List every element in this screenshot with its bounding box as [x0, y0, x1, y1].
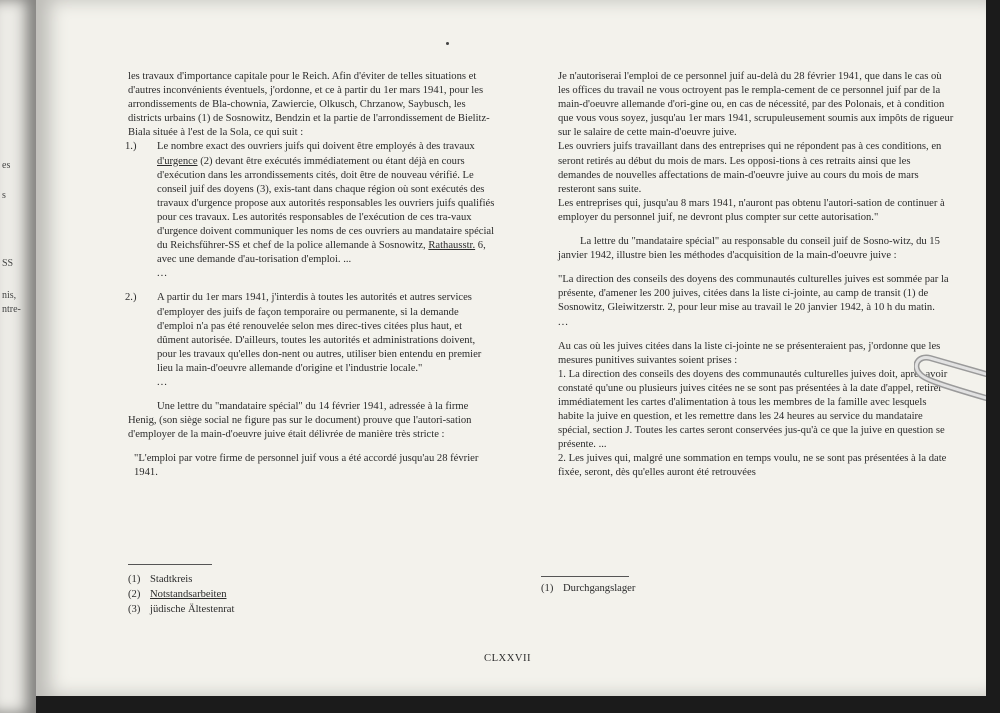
prev-page-fragment: s [2, 190, 6, 201]
page-number: CLXXVII [484, 653, 532, 664]
item-number: 1.) [125, 141, 137, 153]
numbered-item-2 [125, 291, 496, 390]
footnote [541, 581, 635, 596]
right-column [558, 70, 954, 481]
prev-page-fragment: SS [2, 258, 14, 269]
footnote-number: (1) [128, 574, 141, 585]
ellipsis: ... [157, 268, 168, 280]
prev-page-fragment: nis, [2, 290, 17, 301]
ellipsis: ... [558, 316, 569, 328]
footnote-number: (1) [541, 583, 554, 594]
item1-street-name: Rathausstr. [428, 240, 476, 252]
quotation-list-item: 1. La direction des conseils des doyens des communautés culturelles juives doit, après avoir constaté qu'une ou plusieurs juives citées ne se sont pas présentées à la date d'appel, retirer immédiatement les cartes d'alimentation à tous les membres de la famille avec lesquels habite la juive en question, et les remettre dans les 24 heures au service du mandataire spécial, section J. Toutes les cartes seront conservées jus-qu'à ce que la juive en question se présente. ... [558, 368, 948, 451]
intro-paragraph: les travaux d'importance capitale pour le Reich. Afin d'éviter de telles situations et d'autres inconvénients éventuels, j'ordonne, et ce à partir du 1er mars 1941, pour les arrondissements de Bla-chownia, Zawiercie, Olkusch, Chrzanow, Saybusch, les districts urbains (1) de Sosnowitz, Bendzin et la partie de l'arrondissement de Bielitz-Biala située à l'est de la Sola, ce qui suit : [128, 71, 490, 139]
prev-page-fragment: es [2, 160, 11, 171]
document-page [36, 0, 986, 696]
paper-clip-icon [914, 352, 986, 404]
body-paragraph: La lettre du "mandataire spécial" au responsable du conseil juif de Sosno-witz, du 15 janvier 1942, illustre bien les méthodes d'acquisition de la main-d'oeuvre juive : [558, 236, 940, 262]
item1-text-a: Le nombre exact des ouvriers juifs qui doivent être employés à des travaux [157, 141, 475, 153]
quotation: "La direction des conseils des doyens des communautés culturelles juives est sommée par la présente, d'amener les 200 juives, citées dans la liste ci-jointe, au camp de transit (1) de Sosnowitz, Gleiwitzerstr. 2, pour leur mise au travail le 20 janvier 1942, à 10 h du matin. [558, 274, 949, 314]
footnote-number: (3) [128, 604, 141, 615]
item1-text-b: (2) devant être exécutés immédiatement ou étant déjà en cours d'exécution dans les arrondissements cités, doit être de nouveau vérifié. Le conseil juif des doyens (3), exis-tant dans chaque région où sont exécutés des travaux d'urgence propose aux autorités responsables les ouvriers juifs qualifiés pour ces travaux. Les autorités responsables de l'exécution de ces tra-vaux d'urgence doivent communiquer les noms de ces ouvriers au mandataire spécial du Reichsführer-SS et chef de la police allemande à Sosnowitz, [157, 155, 495, 252]
footnote [128, 602, 234, 617]
footnote-text: jüdische Ältestenrat [150, 604, 235, 615]
ellipsis: ... [157, 376, 168, 388]
quotation: Au cas où les juives citées dans la liste ci-jointe ne se présenteraient pas, j'ordonne que les mesures punitives suivantes soient prises : [558, 340, 941, 366]
quotation-continued: Les ouvriers juifs travaillant dans des entreprises qui ne répondent pas à ces conditions, en seront retirés au début du mois de mars. Les opposi-tions à ces retraits ainsi que les demandes de nouvelles affectations de main-d'oeuvre juive au cours du mois de mars resteront sans suite. [558, 141, 942, 195]
left-column [125, 70, 496, 481]
footnote-rule [541, 576, 629, 577]
footnote-rule [128, 564, 212, 565]
ink-speck [446, 42, 449, 45]
footnote-text: Durchgangslager [563, 583, 636, 594]
footnote-number: (2) [128, 589, 141, 600]
numbered-item-1 [125, 140, 496, 281]
item1-text-c: 6, avec une demande d'au-torisation d'emploi. ... [157, 240, 486, 266]
footnote [128, 572, 234, 587]
prev-page-fragment: ntre- [2, 304, 21, 315]
previous-page-edge [0, 0, 36, 713]
quotation-continued: Je n'autoriserai l'emploi de ce personnel juif au-delà du 28 février 1941, que dans le cas où les offices du travail ne vous octroyent pas le rempla-cement de ce personnel juif par de la main-d'oeuvre allemande d'ori-gine ou, en cas de nécessité, par des Polonais, et à condition que vous vous soyez, jusqu'au 1er mars 1941, scrupuleusement soumis aux impôts de rigueur sur le salaire de cette main-d'oeuvre juive. [558, 71, 954, 139]
footnote-text: Notstandsarbeiten [150, 589, 227, 600]
right-footnotes [541, 581, 635, 596]
item1-underlined-term: d'urgence [157, 155, 198, 167]
left-footnotes [128, 572, 234, 617]
body-paragraph: Une lettre du "mandataire spécial" du 14 février 1941, adressée à la firme Henig, (son siège social ne figure pas sur le document) prouve que l'autori-sation d'employer de la main-d'oeuvre juive était délivrée de manière très stricte : [128, 401, 472, 441]
quotation-list-item: 2. Les juives qui, malgré une sommation en temps voulu, ne se sont pas présentées à la date fixée, seront, dès qu'elles auront été retrouvées [558, 453, 947, 479]
item2-text: A partir du 1er mars 1941, j'interdis à toutes les autorités et autres services d'employer des juifs de façon temporaire ou permanente, si la demande d'emploi n'a pas été renouvelée selon mes direc-tives citées plus haut, et dûment autorisée. D'ailleurs, toutes les autorités et administrations doivent, pour les travaux qu'elles don-nent ou autres, utiliser bien entendu en premier lieu la main-d'oeuvre allemande d'origine et l'industrie locale." [157, 292, 482, 374]
footnote-text: Stadtkreis [150, 574, 193, 585]
quotation-continued: Les entreprises qui, jusqu'au 8 mars 1941, n'auront pas obtenu l'autori-sation de continuer à employer du personnel juif, ne devront plus compter sur cette autorisation." [558, 197, 945, 223]
footnote [128, 587, 234, 602]
quotation: "L'emploi par votre firme de personnel juif vous a été accordé jusqu'au 28 février 1941. [134, 453, 479, 479]
item-number: 2.) [125, 292, 137, 304]
